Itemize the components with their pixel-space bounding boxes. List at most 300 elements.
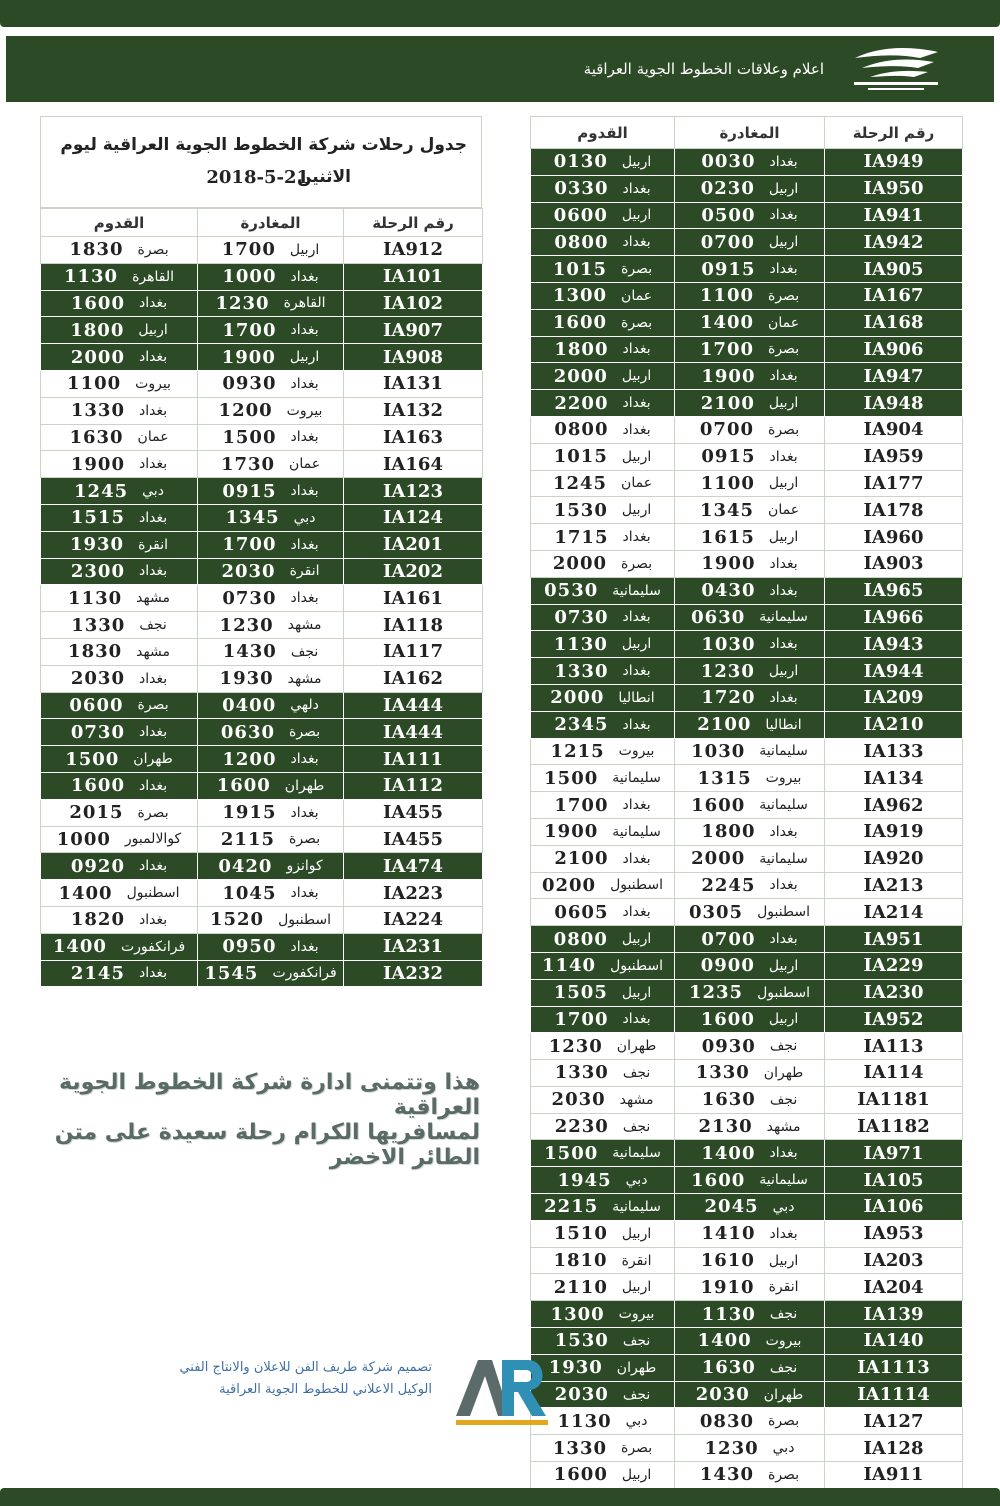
departure-city: سليمانية [759, 609, 808, 626]
arrival-cell [531, 1462, 675, 1489]
departure-city: بغداد [769, 555, 798, 572]
flight-number-cell: IA204 [825, 1274, 963, 1301]
flight-number-cell: IA118 [344, 612, 483, 639]
ar-agency-logo-icon [448, 1346, 558, 1428]
departure-cell [198, 585, 344, 612]
arrival-city: اربيل [621, 984, 652, 1001]
departure-time: 1410 [701, 1223, 756, 1245]
arrival-city: بغداد [138, 563, 168, 580]
arrival-city: نجف [622, 1332, 651, 1349]
left-schedule-table [40, 208, 483, 987]
arrival-time: 0600 [69, 694, 124, 716]
departure-time: 0305 [688, 901, 744, 923]
arrival-cell [531, 524, 675, 551]
arrival-time: 0600 [553, 204, 608, 226]
departure-time: 1400 [699, 312, 755, 334]
flight-number-cell: IA203 [825, 1247, 963, 1274]
arrival-city: بصرة [137, 697, 169, 714]
departure-cell [675, 497, 825, 524]
table-row [531, 1301, 963, 1328]
departure-cell [198, 880, 344, 907]
departure-time: 1720 [701, 687, 756, 709]
departure-time: 1600 [691, 794, 746, 816]
flight-number-cell: IA127 [825, 1408, 963, 1435]
departure-city: بغداد [290, 751, 319, 768]
arrival-cell [41, 853, 198, 880]
arrival-time: 2230 [554, 1116, 609, 1138]
arrival-cell [531, 1167, 675, 1194]
arrival-time: 1600 [70, 775, 125, 797]
departure-cell [675, 282, 825, 309]
arrival-city: عمان [621, 475, 653, 492]
arrival-cell [531, 443, 675, 470]
table-row [531, 229, 963, 256]
table-row [531, 390, 963, 417]
departure-city: دبي [293, 509, 316, 526]
arrival-cell [531, 175, 675, 202]
flight-number-cell: IA102 [344, 290, 483, 317]
departure-city: اسطنبول [757, 904, 811, 921]
flight-number-cell: IA947 [825, 363, 963, 390]
departure-city: نجف [769, 1359, 798, 1376]
departure-city: بغداد [769, 823, 798, 840]
departure-city: بصرة [768, 287, 800, 304]
departure-time: 2245 [701, 874, 756, 896]
flight-number-cell: IA971 [825, 1140, 963, 1167]
departure-cell [198, 692, 344, 719]
table-row [531, 1194, 963, 1221]
departure-cell [675, 792, 825, 819]
arrival-time: 0130 [553, 151, 608, 173]
departure-city: بغداد [290, 268, 319, 285]
flight-number-cell: IA131 [344, 370, 483, 397]
flight-number-cell: IA952 [825, 1006, 963, 1033]
departure-city: بغداد [769, 368, 798, 385]
table-row [531, 524, 963, 551]
flight-number-cell: IA168 [825, 309, 963, 336]
arrival-city: فرانكفورت [120, 938, 186, 955]
arrival-city: بغداد [622, 716, 651, 733]
arrival-time: 1715 [554, 526, 609, 548]
arrival-time: 0530 [544, 580, 599, 602]
departure-time: 1910 [700, 1276, 755, 1298]
arrival-time: 2000 [70, 346, 125, 368]
arrival-cell [531, 952, 675, 979]
table-row [41, 638, 483, 665]
table-row [41, 263, 483, 290]
arrival-time: 0730 [554, 606, 609, 628]
flight-number-cell: IA164 [344, 451, 483, 478]
arrival-city: انطاليا [618, 689, 655, 706]
table-row [531, 818, 963, 845]
table-row [41, 237, 483, 264]
arrival-city: نجف [139, 617, 167, 634]
departure-cell [675, 1247, 825, 1274]
table-row [531, 470, 963, 497]
departure-cell [675, 443, 825, 470]
departure-header: المغادرة [198, 209, 344, 237]
arrival-city: اربيل [621, 502, 652, 519]
arrival-time: 1000 [56, 828, 111, 850]
departure-city: بغداد [290, 322, 319, 339]
departure-time: 1615 [700, 526, 755, 548]
departure-city: بيروت [765, 770, 802, 787]
departure-time: 0700 [701, 928, 756, 950]
departure-cell [675, 738, 825, 765]
departure-cell [198, 665, 344, 692]
arrival-time: 1830 [69, 239, 124, 261]
departure-time: 0915 [701, 446, 756, 468]
flight-number-cell: IA908 [344, 344, 483, 371]
departure-cell [675, 711, 825, 738]
arrival-cell [531, 497, 675, 524]
flight-number-cell: IA919 [825, 818, 963, 845]
table-row [531, 684, 963, 711]
departure-cell [675, 470, 825, 497]
arrival-cell [531, 1220, 675, 1247]
table-row [41, 370, 483, 397]
flight-number-cell: IA951 [825, 926, 963, 953]
departure-cell [675, 1194, 825, 1221]
departure-city: بغداد [769, 1145, 798, 1162]
departure-city: سليمانية [759, 797, 808, 814]
schedule-heading [40, 116, 482, 208]
farewell-message-line2: لمسافريها الكرام رحلة سعيدة على متن الطائر الاخضر [54, 1120, 480, 1170]
table-row [531, 149, 963, 176]
departure-cell [675, 1113, 825, 1140]
departure-cell [675, 363, 825, 390]
arrival-cell [531, 1086, 675, 1113]
departure-city: سليمانية [759, 1172, 808, 1189]
arrival-time: 1500 [544, 767, 599, 789]
departure-city: سليمانية [759, 743, 808, 760]
departure-time: 0700 [700, 231, 755, 253]
arrival-time: 1930 [548, 1357, 603, 1379]
departure-cell [675, 1006, 825, 1033]
arrival-time: 1330 [552, 1437, 607, 1459]
departure-time: 2030 [695, 1384, 750, 1406]
table-row [531, 577, 963, 604]
table-row [531, 845, 963, 872]
flight-number-cell: IA167 [825, 282, 963, 309]
arrival-city: اسطنبول [126, 885, 180, 902]
arrival-time: 1015 [553, 446, 608, 468]
departure-city: مشهد [287, 617, 322, 634]
arrival-time: 1515 [70, 507, 125, 529]
departure-time: 1900 [701, 553, 756, 575]
arrival-cell [41, 746, 198, 773]
departure-time: 0930 [222, 373, 277, 395]
table-row [531, 309, 963, 336]
arrival-time: 2030 [70, 668, 125, 690]
arrival-city: دبي [625, 1172, 648, 1189]
arrival-cell [531, 604, 675, 631]
arrival-cell [531, 577, 675, 604]
departure-city: بيروت [286, 402, 323, 419]
departure-city: اربيل [768, 529, 799, 546]
arrival-cell [41, 558, 198, 585]
flight-number-cell: IA163 [344, 424, 483, 451]
arrival-cell [41, 237, 198, 264]
arrival-time: 1700 [554, 794, 609, 816]
flight-number-cell: IA444 [344, 692, 483, 719]
departure-cell [198, 960, 344, 987]
arrival-cell [531, 872, 675, 899]
departure-time: 1700 [222, 319, 277, 341]
departure-cell [675, 1462, 825, 1489]
arrival-cell [41, 638, 198, 665]
arrival-time: 0330 [554, 178, 609, 200]
arrival-cell [41, 906, 198, 933]
arrival-cell [531, 792, 675, 819]
departure-cell [675, 336, 825, 363]
departure-city: انطاليا [765, 716, 802, 733]
arrival-cell [41, 263, 198, 290]
departure-cell [198, 504, 344, 531]
schedule-day: الاثنين [296, 167, 351, 187]
arrival-city: كوالالمبور [124, 831, 182, 848]
departure-cell [198, 370, 344, 397]
departure-cell [198, 719, 344, 746]
arrival-time: 1800 [554, 338, 609, 360]
departure-time: 1610 [700, 1250, 755, 1272]
table-row [531, 1435, 963, 1462]
arrival-cell [531, 470, 675, 497]
arrival-time: 1700 [554, 1008, 609, 1030]
arrival-cell [41, 504, 198, 531]
arrival-cell [41, 960, 198, 987]
departure-cell [675, 149, 825, 176]
arrival-city: بغداد [138, 349, 168, 366]
table-row [531, 899, 963, 926]
departure-city: بصرة [768, 1466, 800, 1483]
arrival-city: عمان [621, 287, 653, 304]
arrival-city: بغداد [622, 395, 651, 412]
arrival-city: سليمانية [612, 1198, 661, 1215]
arrival-cell [531, 363, 675, 390]
departure-time: 0030 [701, 151, 756, 173]
departure-cell [675, 175, 825, 202]
departure-time: 0950 [222, 936, 277, 958]
departure-city: اربيل [768, 180, 799, 197]
departure-city: فرانكفورت [272, 965, 337, 982]
departure-time: 1630 [701, 1357, 756, 1379]
departure-time: 1600 [700, 1008, 755, 1030]
departure-city: بغداد [290, 536, 319, 553]
arrival-time: 1015 [552, 258, 607, 280]
departure-city: عمان [289, 456, 321, 473]
flight-number-cell: IA210 [825, 711, 963, 738]
departure-city: عمان [768, 502, 800, 519]
arrival-time: 1245 [74, 480, 129, 502]
flight-number-cell: IA455 [344, 826, 483, 853]
departure-city: بغداد [769, 636, 798, 653]
arrival-cell [41, 370, 198, 397]
departure-time: 1345 [225, 507, 280, 529]
flight-number-cell: IA177 [825, 470, 963, 497]
table-row [531, 738, 963, 765]
departure-cell [675, 818, 825, 845]
table-row [531, 336, 963, 363]
departure-time: 1430 [222, 641, 277, 663]
arrival-city: مشهد [136, 643, 170, 660]
departure-cell [198, 612, 344, 639]
flight-number-cell: IA134 [825, 765, 963, 792]
top-frame [0, 0, 1000, 104]
arrival-cell [531, 202, 675, 229]
departure-cell [198, 263, 344, 290]
arrival-city: اربيل [621, 1466, 652, 1483]
table-row [41, 478, 483, 505]
arrival-cell [531, 738, 675, 765]
arrival-time: 1510 [553, 1223, 608, 1245]
arrival-city: بغداد [138, 509, 168, 526]
departure-city: اربيل [289, 241, 320, 258]
departure-time: 1315 [697, 767, 752, 789]
table-row [41, 612, 483, 639]
departure-city: اربيل [768, 234, 799, 251]
departure-city: بصرة [289, 831, 321, 848]
arrival-cell [531, 1274, 675, 1301]
table-row [531, 550, 963, 577]
arrival-header: القدوم [41, 209, 198, 237]
departure-city: بصرة [768, 1413, 800, 1430]
table-row [531, 604, 963, 631]
schedule-title: جدول رحلات شركة الخطوط الجوية العراقية ليوم [60, 135, 467, 155]
departure-time: 1900 [701, 365, 756, 387]
arrival-city: بغداد [622, 234, 651, 251]
right-schedule-table [530, 116, 963, 1489]
departure-cell [198, 853, 344, 880]
table-row [41, 397, 483, 424]
arrival-city: بغداد [138, 295, 168, 312]
arrival-time: 1820 [70, 909, 125, 931]
arrival-cell [531, 229, 675, 256]
flight-number-cell: IA948 [825, 390, 963, 417]
arrival-cell [531, 899, 675, 926]
arrival-time: 1300 [550, 1303, 605, 1325]
arrival-time: 1330 [554, 660, 609, 682]
arrival-city: اربيل [621, 636, 652, 653]
table-row [531, 1354, 963, 1381]
departure-cell [675, 577, 825, 604]
departure-cell [675, 390, 825, 417]
table-row [41, 665, 483, 692]
table-row [531, 1060, 963, 1087]
flight-number-cell: IA444 [344, 719, 483, 746]
departure-city: طهران [763, 1064, 804, 1081]
departure-cell [198, 772, 344, 799]
arrival-city: سليمانية [612, 1145, 661, 1162]
departure-time: 0400 [222, 694, 277, 716]
arrival-cell [41, 665, 198, 692]
table-header-row [41, 209, 483, 237]
departure-city: بصرة [289, 724, 321, 741]
departure-time: 0230 [700, 178, 755, 200]
arrival-cell [531, 1140, 675, 1167]
departure-cell [198, 344, 344, 371]
flight-number-cell: IA114 [825, 1060, 963, 1087]
arrival-city: طهران [616, 1038, 657, 1055]
departure-cell [675, 1435, 825, 1462]
flight-number-cell: IA920 [825, 845, 963, 872]
arrival-time: 1130 [63, 266, 119, 288]
arrival-city: بصرة [137, 241, 169, 258]
arrival-city: بغداد [138, 965, 168, 982]
table-row [531, 1113, 963, 1140]
departure-city: طهران [763, 1386, 804, 1403]
table-row [531, 497, 963, 524]
table-row [531, 202, 963, 229]
flight-header: رقم الرحلة [825, 117, 963, 149]
arrival-cell [41, 585, 198, 612]
departure-cell [675, 1086, 825, 1113]
departure-cell [675, 1140, 825, 1167]
departure-time: 1500 [222, 426, 277, 448]
flight-number-cell: IA904 [825, 416, 963, 443]
table-row [531, 1086, 963, 1113]
departure-city: اربيل [768, 1252, 799, 1269]
departure-time: 1700 [221, 239, 276, 261]
flight-number-cell: IA1114 [825, 1381, 963, 1408]
flight-number-cell: IA907 [344, 317, 483, 344]
table-row [531, 926, 963, 953]
departure-header: المغادرة [675, 117, 825, 149]
arrival-cell [531, 765, 675, 792]
arrival-time: 1130 [557, 1410, 612, 1432]
arrival-time: 2000 [553, 365, 608, 387]
arrival-city: نجف [622, 1064, 651, 1081]
arrival-city: بصرة [621, 555, 653, 572]
departure-city: نجف [290, 643, 319, 660]
departure-time: 1045 [222, 882, 277, 904]
departure-city: بغداد [290, 885, 319, 902]
departure-time: 1400 [701, 1142, 756, 1164]
table-row [41, 344, 483, 371]
arrival-cell [531, 711, 675, 738]
departure-time: 1030 [701, 633, 756, 655]
departure-city: اربيل [768, 475, 799, 492]
arrival-city: بغداد [622, 904, 651, 921]
flight-number-cell: IA213 [825, 872, 963, 899]
arrival-time: 2015 [69, 802, 124, 824]
flight-number-cell: IA140 [825, 1328, 963, 1355]
departure-city: بغداد [290, 483, 319, 500]
arrival-cell [531, 1194, 675, 1221]
departure-time: 1600 [691, 1169, 746, 1191]
arrival-cell [41, 478, 198, 505]
table-row [41, 558, 483, 585]
arrival-city: طهران [616, 1359, 657, 1376]
arrival-city: بصرة [621, 261, 653, 278]
table-row [531, 1006, 963, 1033]
departure-time: 1400 [697, 1330, 752, 1352]
departure-time: 1630 [701, 1089, 756, 1111]
table-row [531, 979, 963, 1006]
departure-city: دلهي [290, 697, 319, 714]
arrival-time: 2215 [544, 1196, 599, 1218]
table-row [531, 1274, 963, 1301]
departure-city: كوانزو [286, 858, 323, 875]
departure-time: 2130 [698, 1116, 753, 1138]
departure-time: 1800 [701, 821, 756, 843]
departure-time: 2100 [700, 392, 755, 414]
flight-number-cell: IA942 [825, 229, 963, 256]
table-row [41, 531, 483, 558]
designer-credit-line1: تصميم شركة طريف الفن للاعلان والانتاج الفني [179, 1360, 432, 1375]
departure-city: بغداد [290, 375, 319, 392]
departure-time: 1200 [222, 748, 277, 770]
